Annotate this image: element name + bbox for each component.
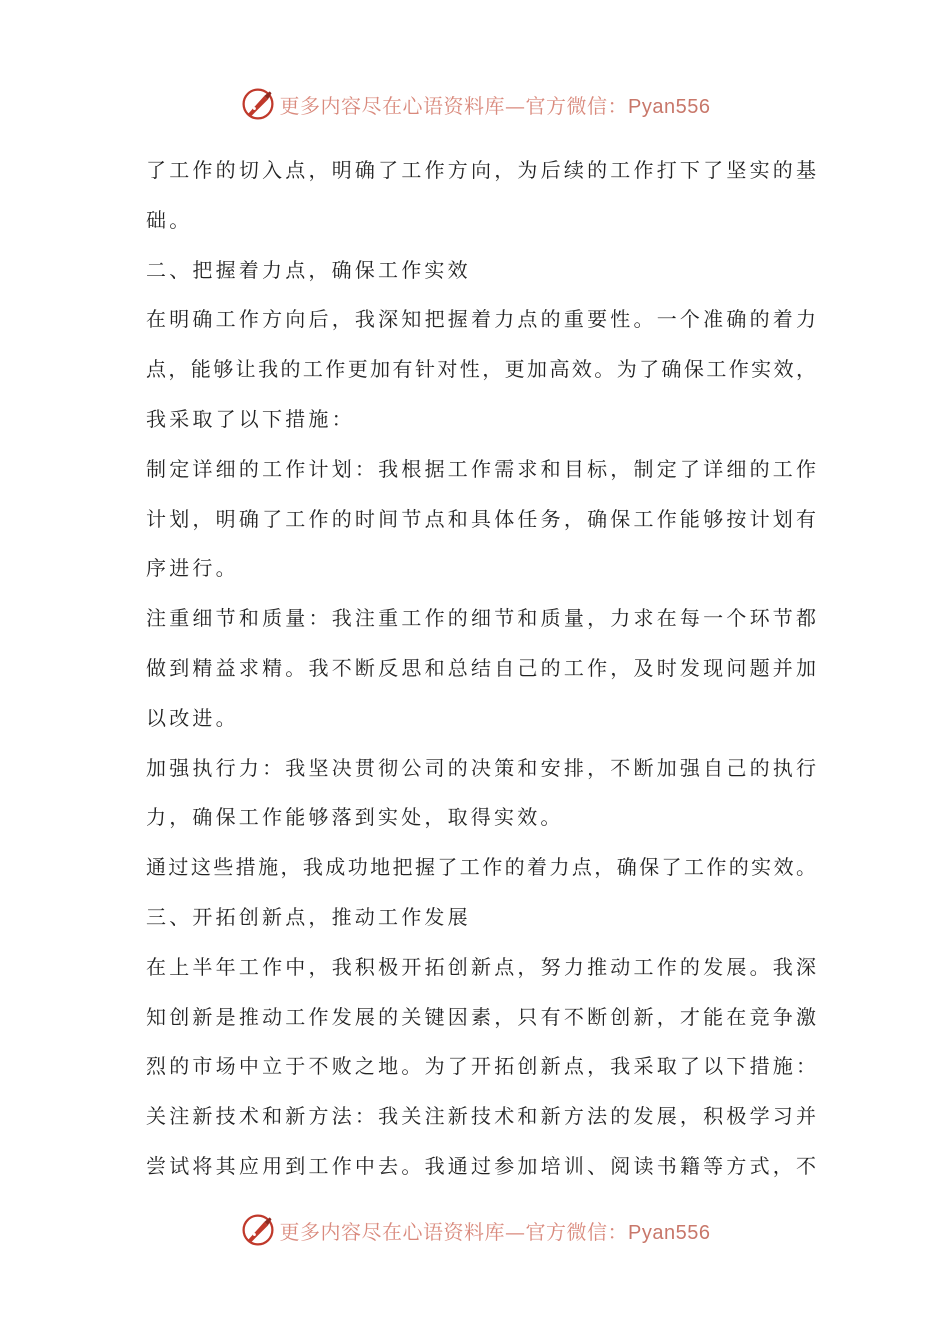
wechat-id: Pyan556 (628, 95, 711, 118)
body-line: 计划，明确了工作的时间节点和具体任务，确保工作能够按计划有 (146, 506, 816, 531)
document-body (146, 146, 816, 1192)
body-line: 点，能够让我的工作更加有针对性，更加高效。为了确保工作实效， (146, 357, 816, 382)
section-heading: 二、把握着力点，确保工作实效 (146, 257, 471, 282)
body-line: 础。 (146, 207, 193, 232)
banner-text: 更多内容尽在心语资料库—官方微信： (279, 1219, 629, 1244)
body-line: 知创新是推动工作发展的关键因素，只有不断创新，才能在竞争激 (146, 1004, 816, 1029)
body-line: 以改进。 (146, 705, 239, 730)
body-line: 通过这些措施，我成功地把握了工作的着力点，确保了工作的实效。 (146, 855, 816, 880)
body-line: 序进行。 (146, 556, 239, 581)
wechat-id: Pyan556 (628, 1221, 711, 1244)
pen-nib-logo-icon (240, 1212, 276, 1248)
body-line: 烈的市场中立于不败之地。为了开拓创新点，我采取了以下措施： (146, 1054, 816, 1079)
body-line: 制定详细的工作计划：我根据工作需求和目标，制定了详细的工作 (146, 456, 816, 481)
body-line: 了工作的切入点，明确了工作方向，为后续的工作打下了坚实的基 (146, 158, 816, 182)
body-line: 我采取了以下措施： (146, 406, 355, 431)
body-line: 做到精益求精。我不断反思和总结自己的工作，及时发现问题并加 (146, 655, 816, 680)
body-line: 关注新技术和新方法：我关注新技术和新方法的发展，积极学习并 (146, 1104, 816, 1129)
section-heading: 三、开拓创新点，推动工作发展 (146, 904, 471, 929)
header-banner (0, 82, 950, 126)
pen-nib-logo-icon (240, 86, 276, 122)
body-line: 尝试将其应用到工作中去。我通过参加培训、阅读书籍等方式，不 (146, 1153, 816, 1178)
body-line: 注重细节和质量：我注重工作的细节和质量，力求在每一个环节都 (146, 606, 816, 631)
body-line: 在明确工作方向后，我深知把握着力点的重要性。一个准确的着力 (146, 307, 816, 332)
footer-banner (0, 1208, 950, 1252)
banner-text: 更多内容尽在心语资料库—官方微信： (279, 93, 629, 118)
body-line: 在上半年工作中，我积极开拓创新点，努力推动工作的发展。我深 (146, 954, 816, 979)
body-line: 加强执行力：我坚决贯彻公司的决策和安排，不断加强自己的执行 (146, 755, 816, 780)
body-line: 力，确保工作能够落到实处，取得实效。 (146, 805, 564, 830)
